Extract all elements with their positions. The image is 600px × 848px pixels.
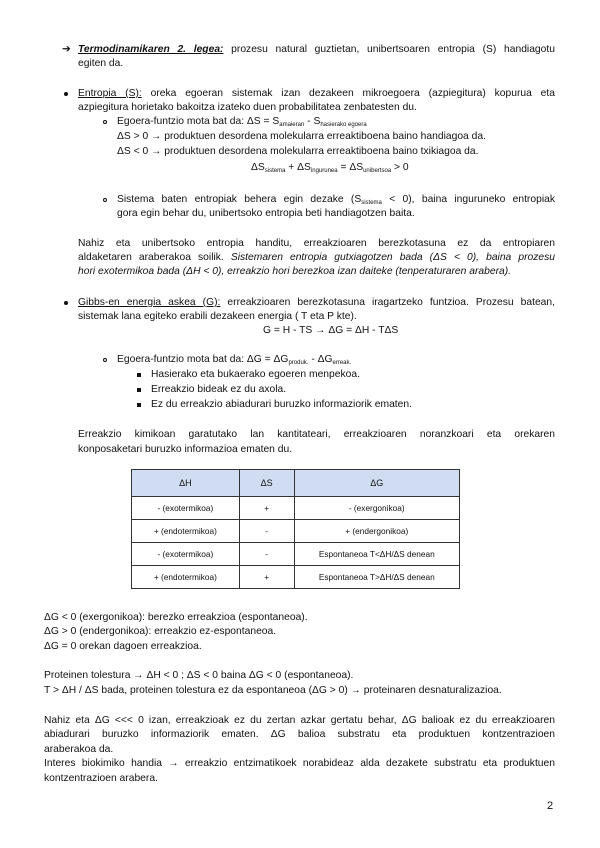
entropy-neg: ΔS < 0 → produktuen desordena molekularra erreaktiboena baino txikiagoa da. xyxy=(117,146,479,157)
page-number: 2 xyxy=(547,800,554,812)
entropy-sub2-bullet xyxy=(103,198,107,202)
dg-positive: ΔG > 0 (endergonikoa): erreakzio ez-espontaneoa. xyxy=(44,626,277,637)
gibbs-text: erreakzioaren berezkotasuna iragartzeko funtzioa. Prozesu batean, xyxy=(220,297,555,308)
table-cell: - (exotermikoa) xyxy=(132,497,240,520)
entropy-sub2-line2: gora egin behar du, unibertsoko entropia beti handiagotzen baita. xyxy=(117,208,415,219)
entropy-pos: ΔS > 0 → produktuen desordena molekularra erreaktiboena baino handiagoa da. xyxy=(117,131,486,142)
entropy-line2: azpiegitura horietako bakoitza izateko duen probabilitatea zenbatesten du. xyxy=(78,102,417,113)
gibbs-para-line2: konposaketari buruzko informazioa ematen du. xyxy=(78,444,293,455)
table-header-row xyxy=(132,470,460,497)
gibbs-item: Hasierako eta bukaerako egoeren menpekoa. xyxy=(151,369,360,380)
gibbs-sub: Egoera-funtzio mota bat da: $\Delta G = \Delta G_{produk.} - \Delta G_{erreak.}$ xyxy=(117,354,352,366)
table-cell: + xyxy=(239,566,294,589)
gibbs-para-line1: Erreakzio kimikoan garatutako lan kantitateari, erreakzioaren noranzkoari eta orekaren xyxy=(78,429,555,440)
entropy-equation: $\Delta S_{sistema} + \Delta S_{ingurunea} = \Delta S_{unibertsoa} > 0$ xyxy=(251,162,409,174)
entropy-sub1-bullet xyxy=(103,120,107,124)
table-cell: - xyxy=(239,520,294,543)
entropy-sub2-line1: Sistema baten entropiak behera egin dezake $(S_{sistema} < 0)$, baina inguruneko entropiak xyxy=(117,194,555,206)
second-law-line1 xyxy=(78,43,555,57)
table-cell: + (endotermikoa) xyxy=(132,520,240,543)
table-cell: + (endergonikoa) xyxy=(294,520,459,543)
note-line2: abiadurari buruzko informaziorik ematen. ΔG balioa substratu eta produktuen kontzentrazioen xyxy=(44,729,555,740)
second-law-text: prozesu natural guztietan, unibertsoaren entropia (S) handiagotu xyxy=(223,44,555,55)
protein-folding-line2: T > ΔH / ΔS bada, proteinen tolestura ez da espontaneoa (ΔG > 0) → proteinaren desnaturalizazioa. xyxy=(44,685,502,696)
gibbs-item-bullet xyxy=(137,373,141,377)
table-row xyxy=(132,497,460,520)
gibbs-item: Erreakzio bideak ez du axola. xyxy=(151,384,287,395)
protein-folding-line1: Proteinen tolestura → ΔH < 0 ; ΔS < 0 baina ΔG < 0 (espontaneoa). xyxy=(44,670,354,681)
sign-table xyxy=(131,469,460,589)
entropy-line1 xyxy=(78,87,555,101)
gibbs-line2: sistemak lana egiteko erabili dezakeen energia ( T eta P kte). xyxy=(78,311,357,322)
table-cell: - xyxy=(239,543,294,566)
gibbs-item-bullet xyxy=(137,403,141,407)
entropy-para-line3: hori exotermikoa bada (ΔH < 0), erreakzio hori berezkoa izan daiteke (tenperaturaren arabera). xyxy=(78,266,512,277)
gibbs-label: Gibbs-en energia askea (G): xyxy=(78,297,221,308)
table-header-dh: ΔH xyxy=(132,470,240,497)
gibbs-sub-bullet xyxy=(103,358,107,362)
table-row xyxy=(132,566,460,589)
table-header-dg: ΔG xyxy=(294,470,459,497)
entropy-sub1: Egoera-funtzio mota bat da: $\Delta S = S_{amaieran} - S_{hasierako egoera}$ xyxy=(117,116,367,128)
second-law-arrow: ➔ xyxy=(62,44,71,55)
table-row xyxy=(132,543,460,566)
gibbs-bullet xyxy=(64,301,68,305)
gibbs-item-bullet xyxy=(137,388,141,392)
table-row xyxy=(132,520,460,543)
entropy-text: oreka egoeran sistemak izan dezakeen mikroegoera (azpiegitura) kopurua eta xyxy=(141,88,555,99)
entropy-para-line2: aldaketaren araberakoa soilik. Sistemaren entropia gutxiagotzen bada (ΔS < 0), baina prozesu xyxy=(78,252,555,263)
gibbs-line1 xyxy=(78,296,555,310)
gibbs-item: Ez du erreakzio abiadurari buruzko informaziorik ematen. xyxy=(151,399,412,410)
second-law-title: Termodinamikaren 2. legea: xyxy=(78,44,224,55)
gibbs-equation: G = H - TS → ΔG = ΔH - TΔS xyxy=(263,325,399,336)
table-header-ds: ΔS xyxy=(239,470,294,497)
dg-negative: ΔG < 0 (exergonikoa): berezko erreakzioa (espontaneoa). xyxy=(44,612,308,623)
note-line3: araberakoa da. xyxy=(44,744,114,755)
dg-zero: ΔG = 0 orekan dagoen erreakzioa. xyxy=(44,641,202,652)
table-cell: Espontaneoa T<ΔH/ΔS denean xyxy=(294,543,459,566)
note-line1: Nahiz eta ΔG <<< 0 izan, erreakzioak ez du zertan azkar gertatu behar, ΔG balioak ez du erreakzioaren xyxy=(44,715,555,726)
note-line5: kontzentrazioen arabera. xyxy=(44,773,158,784)
table-cell: - (exotermikoa) xyxy=(132,543,240,566)
table-cell: - (exergonikoa) xyxy=(294,497,459,520)
table-cell: + (endotermikoa) xyxy=(132,566,240,589)
entropy-bullet xyxy=(64,92,68,96)
second-law-line2: egiten da. xyxy=(78,58,124,69)
table-cell: Espontaneoa T>ΔH/ΔS denean xyxy=(294,566,459,589)
entropy-para-line1: Nahiz eta unibertsoko entropia handitu, erreakzioaren berezkotasuna ez da entropiaren xyxy=(78,238,555,249)
entropy-label: Entropia (S): xyxy=(78,88,142,99)
note-line4: Interes biokimiko handia → erreakzio entzimatikoek norabideaz alda dezakete substratu eta produktuen xyxy=(44,758,555,769)
table-cell: + xyxy=(239,497,294,520)
